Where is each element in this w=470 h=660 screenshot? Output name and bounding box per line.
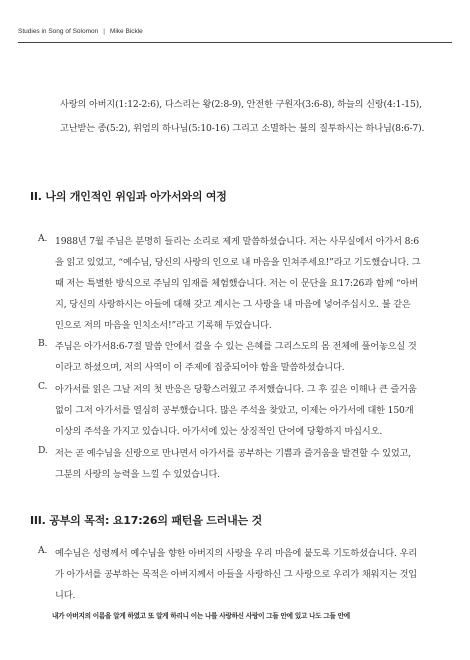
item-line: 지, 당신의 사랑하시는 아들에 대해 갖고 계시는 그 사랑을 내 마음에 넣어주십시오. 불 같은 xyxy=(55,299,411,310)
item-line: 니다. xyxy=(55,590,76,601)
item-line: 1988년 7월 주님은 분명히 들리는 소리로 제게 말씀하셨습니다. 저는 사무실에서 아가서 8:6 xyxy=(55,236,419,247)
header-title: Studies in Song of Solomon xyxy=(18,28,99,35)
header-separator: | xyxy=(103,28,105,35)
header-rule xyxy=(18,42,452,43)
item-marker: D. xyxy=(38,445,48,456)
item-line: 이라고 하셨으며, 저의 사역이 이 주제에 집중되어야 함을 말씀하셨습니다. xyxy=(55,362,345,373)
item-line: 주님은 아가서8:6-7절 말씀 안에서 걸을 수 있는 은혜를 그리스도의 몸 전체에 풀어놓으실 것 xyxy=(55,341,417,352)
scripture-quote: 내가 아버지의 이름을 알게 하였고 또 알게 하리니 이는 나를 사랑하신 사랑이 그들 안에 있고 나도 그들 안에 xyxy=(52,612,350,620)
item-marker: A. xyxy=(38,233,48,244)
intro-line: 고난받는 종(5:2), 위엄의 하나님(5:10-16) 그리고 소멸하는 불의 질투하시는 하나님(8:6-7). xyxy=(60,123,425,134)
item-line: 을 읽고 있었고, “예수님, 당신의 사랑의 인으로 내 마음을 인쳐주세요!”라고 기도했습니다. 그 xyxy=(55,257,421,268)
item-line: 없이 그저 아가서를 열심히 공부했습니다. 많은 주석을 찾았고, 이제는 아가서에 대한 150개 xyxy=(55,405,414,416)
item-line: 이상의 주석을 가지고 있습니다. 아가서에 있는 상징적인 단어에 당황하지 마십시오. xyxy=(55,426,383,437)
item-marker: B. xyxy=(38,338,48,349)
item-line: 그분의 사랑의 능력을 느낄 수 있었습니다. xyxy=(55,469,220,480)
item-line: 인으로 저의 마음을 인치소서!”라고 기록해 두었습니다. xyxy=(55,320,272,331)
item-line: 저는 곧 예수님을 신랑으로 만나면서 아가서를 공부하는 기쁨과 즐거움을 발견할 수 있었고, xyxy=(55,448,412,459)
intro-line: 사랑의 아버지(1:12-2:6), 다스리는 왕(2:8-9), 안전한 구원자(3:6-8), 하늘의 신랑(4:1-15), xyxy=(60,99,422,110)
item-marker: A. xyxy=(38,545,48,556)
item-line: 때 저는 특별한 방식으로 주님의 임재를 체험했습니다. 저는 이 문단을 요17:26과 함께 “아버 xyxy=(55,278,418,289)
header-author: Mike Bickle xyxy=(109,28,143,35)
item-line: 가 아가서를 공부하는 목적은 아버지께서 아들을 사랑하신 그 사랑으로 우리가 채워지는 것입 xyxy=(55,569,418,580)
item-marker: C. xyxy=(38,381,48,392)
section-2-heading: II. 나의 개인적인 위임과 아가서와의 여정 xyxy=(30,190,227,203)
item-line: 예수님은 성령께서 예수님을 향한 아버지의 사랑을 우리 마음에 붙도록 기도하셨습니다. 우리 xyxy=(55,548,418,559)
section-3-heading: III. 공부의 목적: 요17:26의 패턴을 드러내는 것 xyxy=(30,514,263,527)
running-header xyxy=(18,28,143,35)
item-line: 아가서를 읽은 그날 저의 첫 반응은 당황스러웠고 주저했습니다. 그 후 깊은 이해나 큰 즐거움 xyxy=(55,384,417,395)
